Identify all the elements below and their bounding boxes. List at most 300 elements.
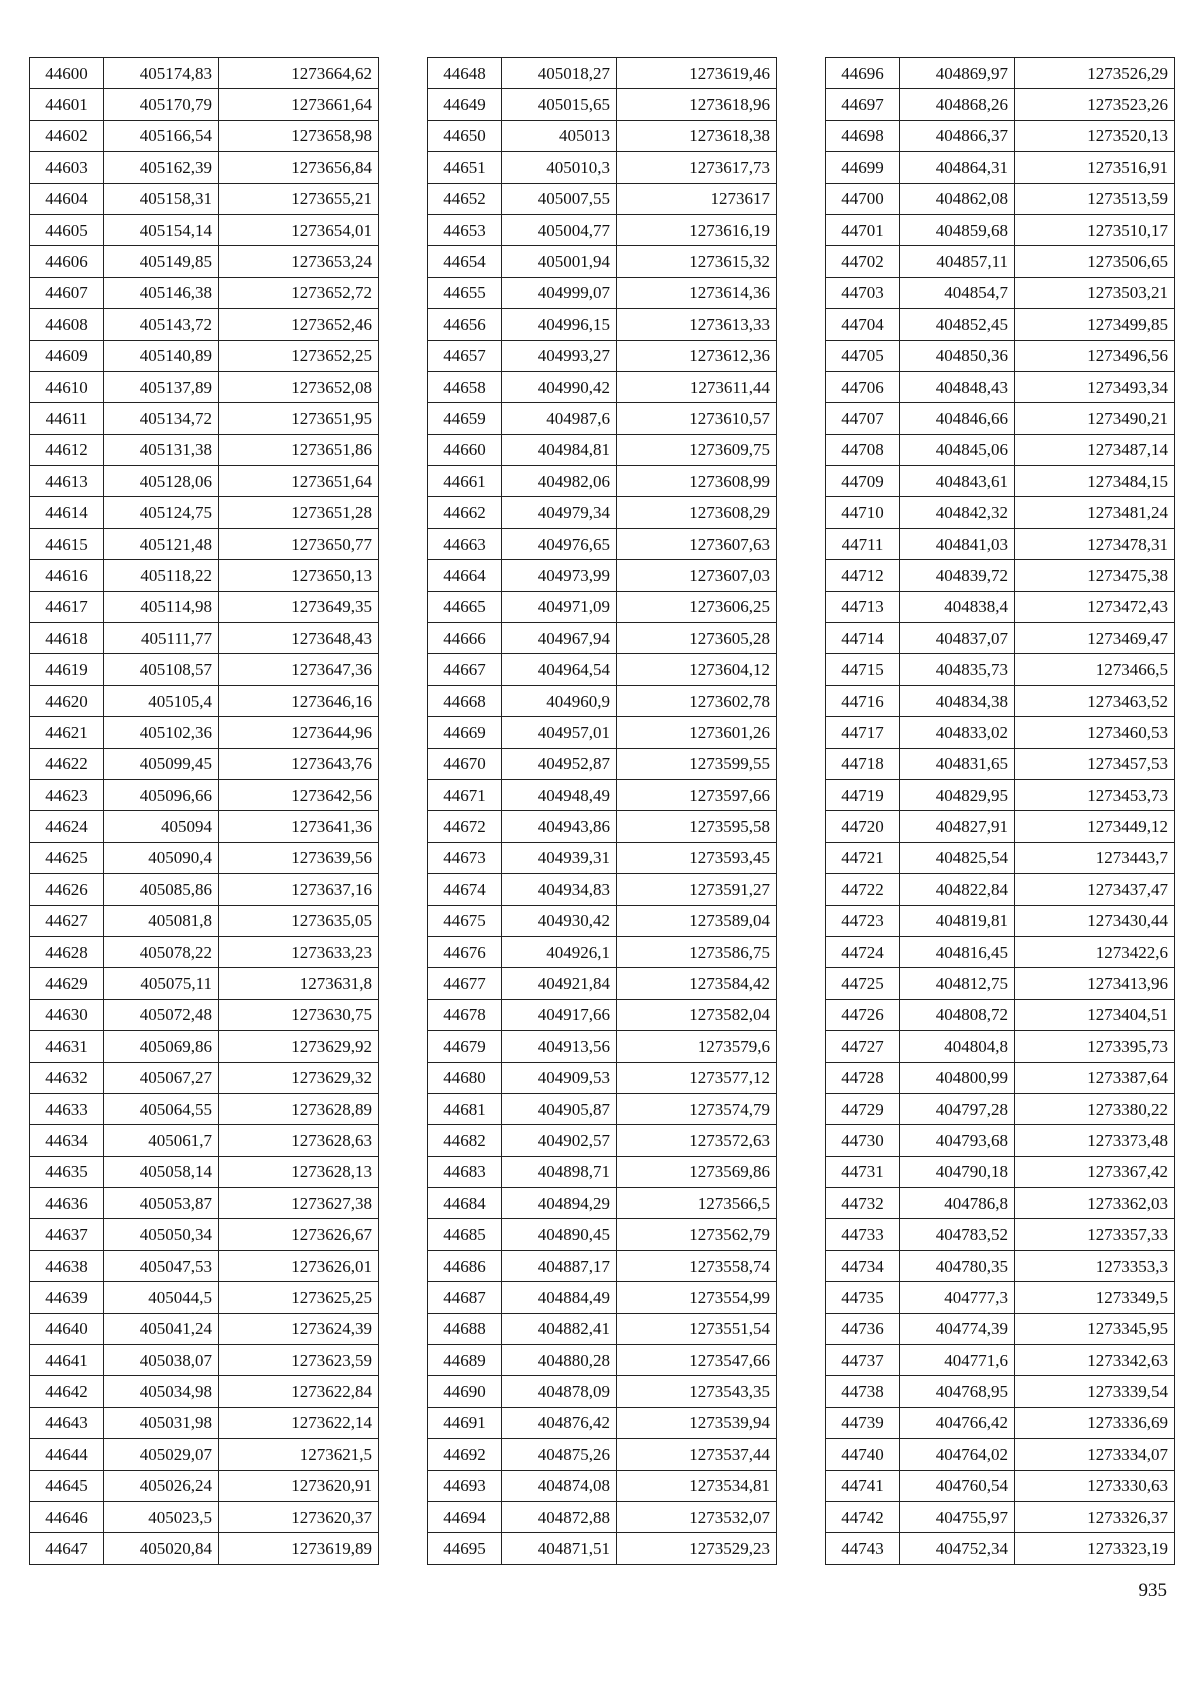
table-row xyxy=(428,183,777,214)
table-row xyxy=(30,623,379,654)
y-coordinate-cell: 1273624,39 xyxy=(219,1313,379,1344)
point-id-cell: 44639 xyxy=(30,1282,104,1313)
table-row xyxy=(428,905,777,936)
y-coordinate-cell: 1273554,99 xyxy=(617,1282,777,1313)
table-row xyxy=(428,748,777,779)
y-coordinate-cell: 1273652,08 xyxy=(219,371,379,402)
table-row xyxy=(30,1282,379,1313)
table-row xyxy=(30,277,379,308)
point-id-cell: 44626 xyxy=(30,874,104,905)
y-coordinate-cell: 1273569,86 xyxy=(617,1156,777,1187)
table-row xyxy=(30,120,379,151)
point-id-cell: 44710 xyxy=(826,497,900,528)
y-coordinate-cell: 1273629,92 xyxy=(219,1031,379,1062)
table-row xyxy=(30,214,379,245)
table-row xyxy=(826,58,1175,89)
y-coordinate-cell: 1273466,5 xyxy=(1015,654,1175,685)
y-coordinate-cell: 1273547,66 xyxy=(617,1345,777,1376)
table-row xyxy=(826,152,1175,183)
x-coordinate-cell: 404859,68 xyxy=(900,214,1015,245)
page-number: 935 xyxy=(1138,1580,1167,1601)
point-id-cell: 44677 xyxy=(428,968,502,999)
table-row xyxy=(826,1062,1175,1093)
point-id-cell: 44628 xyxy=(30,936,104,967)
table-row xyxy=(30,152,379,183)
point-id-cell: 44695 xyxy=(428,1533,502,1564)
x-coordinate-cell: 404777,3 xyxy=(900,1282,1015,1313)
x-coordinate-cell: 404808,72 xyxy=(900,999,1015,1030)
y-coordinate-cell: 1273646,16 xyxy=(219,685,379,716)
x-coordinate-cell: 404996,15 xyxy=(502,309,617,340)
coordinate-table-3 xyxy=(825,57,1175,1565)
x-coordinate-cell: 404833,02 xyxy=(900,717,1015,748)
point-id-cell: 44613 xyxy=(30,466,104,497)
y-coordinate-cell: 1273591,27 xyxy=(617,874,777,905)
x-coordinate-cell: 405044,5 xyxy=(104,1282,219,1313)
table-row xyxy=(30,842,379,873)
x-coordinate-cell: 404905,87 xyxy=(502,1093,617,1124)
table-row xyxy=(428,1188,777,1219)
x-coordinate-cell: 405090,4 xyxy=(104,842,219,873)
point-id-cell: 44700 xyxy=(826,183,900,214)
point-id-cell: 44637 xyxy=(30,1219,104,1250)
table-row xyxy=(826,340,1175,371)
x-coordinate-cell: 405118,22 xyxy=(104,560,219,591)
point-id-cell: 44681 xyxy=(428,1093,502,1124)
y-coordinate-cell: 1273611,44 xyxy=(617,371,777,402)
x-coordinate-cell: 405146,38 xyxy=(104,277,219,308)
y-coordinate-cell: 1273586,75 xyxy=(617,936,777,967)
y-coordinate-cell: 1273607,63 xyxy=(617,528,777,559)
x-coordinate-cell: 405170,79 xyxy=(104,89,219,120)
y-coordinate-cell: 1273606,25 xyxy=(617,591,777,622)
table-row xyxy=(826,371,1175,402)
x-coordinate-cell: 405134,72 xyxy=(104,403,219,434)
y-coordinate-cell: 1273404,51 xyxy=(1015,999,1175,1030)
x-coordinate-cell: 405004,77 xyxy=(502,214,617,245)
table-row xyxy=(428,528,777,559)
y-coordinate-cell: 1273453,73 xyxy=(1015,779,1175,810)
point-id-cell: 44728 xyxy=(826,1062,900,1093)
y-coordinate-cell: 1273574,79 xyxy=(617,1093,777,1124)
table-row xyxy=(428,623,777,654)
x-coordinate-cell: 404857,11 xyxy=(900,246,1015,277)
table-row xyxy=(826,654,1175,685)
point-id-cell: 44657 xyxy=(428,340,502,371)
y-coordinate-cell: 1273593,45 xyxy=(617,842,777,873)
y-coordinate-cell: 1273622,14 xyxy=(219,1407,379,1438)
y-coordinate-cell: 1273537,44 xyxy=(617,1439,777,1470)
x-coordinate-cell: 404930,42 xyxy=(502,905,617,936)
y-coordinate-cell: 1273650,13 xyxy=(219,560,379,591)
x-coordinate-cell: 404852,45 xyxy=(900,309,1015,340)
y-coordinate-cell: 1273469,47 xyxy=(1015,623,1175,654)
table-row xyxy=(30,999,379,1030)
x-coordinate-cell: 405013 xyxy=(502,120,617,151)
x-coordinate-cell: 405081,8 xyxy=(104,905,219,936)
y-coordinate-cell: 1273430,44 xyxy=(1015,905,1175,936)
x-coordinate-cell: 404827,91 xyxy=(900,811,1015,842)
y-coordinate-cell: 1273661,64 xyxy=(219,89,379,120)
y-coordinate-cell: 1273658,98 xyxy=(219,120,379,151)
x-coordinate-cell: 405064,55 xyxy=(104,1093,219,1124)
x-coordinate-cell: 405124,75 xyxy=(104,497,219,528)
table-row xyxy=(30,1031,379,1062)
y-coordinate-cell: 1273503,21 xyxy=(1015,277,1175,308)
x-coordinate-cell: 404982,06 xyxy=(502,466,617,497)
table-row xyxy=(428,58,777,89)
table-row xyxy=(30,1219,379,1250)
point-id-cell: 44708 xyxy=(826,434,900,465)
x-coordinate-cell: 405121,48 xyxy=(104,528,219,559)
table-row xyxy=(428,1250,777,1281)
y-coordinate-cell: 1273478,31 xyxy=(1015,528,1175,559)
coordinate-table-1 xyxy=(29,57,379,1565)
table-row xyxy=(30,497,379,528)
y-coordinate-cell: 1273457,53 xyxy=(1015,748,1175,779)
point-id-cell: 44623 xyxy=(30,779,104,810)
point-id-cell: 44711 xyxy=(826,528,900,559)
x-coordinate-cell: 405015,65 xyxy=(502,89,617,120)
x-coordinate-cell: 404878,09 xyxy=(502,1376,617,1407)
y-coordinate-cell: 1273566,5 xyxy=(617,1188,777,1219)
table-row xyxy=(428,1470,777,1501)
point-id-cell: 44640 xyxy=(30,1313,104,1344)
table-row xyxy=(826,1219,1175,1250)
y-coordinate-cell: 1273387,64 xyxy=(1015,1062,1175,1093)
point-id-cell: 44655 xyxy=(428,277,502,308)
x-coordinate-cell: 405105,4 xyxy=(104,685,219,716)
x-coordinate-cell: 404774,39 xyxy=(900,1313,1015,1344)
table-row xyxy=(428,654,777,685)
point-id-cell: 44725 xyxy=(826,968,900,999)
table-row xyxy=(30,434,379,465)
point-id-cell: 44721 xyxy=(826,842,900,873)
y-coordinate-cell: 1273618,96 xyxy=(617,89,777,120)
table-row xyxy=(826,874,1175,905)
x-coordinate-cell: 404841,03 xyxy=(900,528,1015,559)
x-coordinate-cell: 405029,07 xyxy=(104,1439,219,1470)
table-row xyxy=(30,371,379,402)
x-coordinate-cell: 405128,06 xyxy=(104,466,219,497)
table-row xyxy=(428,717,777,748)
y-coordinate-cell: 1273481,24 xyxy=(1015,497,1175,528)
point-id-cell: 44674 xyxy=(428,874,502,905)
x-coordinate-cell: 404771,6 xyxy=(900,1345,1015,1376)
point-id-cell: 44722 xyxy=(826,874,900,905)
x-coordinate-cell: 404780,35 xyxy=(900,1250,1015,1281)
x-coordinate-cell: 405023,5 xyxy=(104,1501,219,1532)
x-coordinate-cell: 404882,41 xyxy=(502,1313,617,1344)
table-row xyxy=(30,1345,379,1376)
table-row xyxy=(428,1156,777,1187)
y-coordinate-cell: 1273608,99 xyxy=(617,466,777,497)
y-coordinate-cell: 1273496,56 xyxy=(1015,340,1175,371)
y-coordinate-cell: 1273648,43 xyxy=(219,623,379,654)
y-coordinate-cell: 1273637,16 xyxy=(219,874,379,905)
x-coordinate-cell: 404797,28 xyxy=(900,1093,1015,1124)
point-id-cell: 44638 xyxy=(30,1250,104,1281)
table-row xyxy=(826,1407,1175,1438)
x-coordinate-cell: 405102,36 xyxy=(104,717,219,748)
x-coordinate-cell: 404842,32 xyxy=(900,497,1015,528)
x-coordinate-cell: 404874,08 xyxy=(502,1470,617,1501)
point-id-cell: 44620 xyxy=(30,685,104,716)
table-row xyxy=(826,1439,1175,1470)
table-row xyxy=(826,1533,1175,1564)
x-coordinate-cell: 404973,99 xyxy=(502,560,617,591)
y-coordinate-cell: 1273651,28 xyxy=(219,497,379,528)
x-coordinate-cell: 404752,34 xyxy=(900,1533,1015,1564)
table-row xyxy=(826,183,1175,214)
table-row xyxy=(826,560,1175,591)
x-coordinate-cell: 404825,54 xyxy=(900,842,1015,873)
y-coordinate-cell: 1273655,21 xyxy=(219,183,379,214)
point-id-cell: 44723 xyxy=(826,905,900,936)
y-coordinate-cell: 1273601,26 xyxy=(617,717,777,748)
point-id-cell: 44735 xyxy=(826,1282,900,1313)
point-id-cell: 44690 xyxy=(428,1376,502,1407)
x-coordinate-cell: 405085,86 xyxy=(104,874,219,905)
y-coordinate-cell: 1273664,62 xyxy=(219,58,379,89)
x-coordinate-cell: 404926,1 xyxy=(502,936,617,967)
y-coordinate-cell: 1273562,79 xyxy=(617,1219,777,1250)
point-id-cell: 44661 xyxy=(428,466,502,497)
y-coordinate-cell: 1273449,12 xyxy=(1015,811,1175,842)
table-row xyxy=(428,968,777,999)
table-row xyxy=(30,717,379,748)
x-coordinate-cell: 405067,27 xyxy=(104,1062,219,1093)
point-id-cell: 44675 xyxy=(428,905,502,936)
y-coordinate-cell: 1273605,28 xyxy=(617,623,777,654)
table-row xyxy=(30,779,379,810)
table-row xyxy=(826,1188,1175,1219)
table-row xyxy=(30,560,379,591)
point-id-cell: 44647 xyxy=(30,1533,104,1564)
coordinate-tables xyxy=(0,57,1200,1637)
table-row xyxy=(30,1188,379,1219)
x-coordinate-cell: 404764,02 xyxy=(900,1439,1015,1470)
y-coordinate-cell: 1273584,42 xyxy=(617,968,777,999)
table-row xyxy=(30,1250,379,1281)
table-row xyxy=(30,905,379,936)
table-row xyxy=(826,717,1175,748)
table-row xyxy=(428,560,777,591)
y-coordinate-cell: 1273443,7 xyxy=(1015,842,1175,873)
x-coordinate-cell: 405078,22 xyxy=(104,936,219,967)
x-coordinate-cell: 405038,07 xyxy=(104,1345,219,1376)
table-row xyxy=(30,246,379,277)
x-coordinate-cell: 404866,37 xyxy=(900,120,1015,151)
x-coordinate-cell: 404755,97 xyxy=(900,1501,1015,1532)
table-row xyxy=(30,1093,379,1124)
table-row xyxy=(428,1062,777,1093)
table-row xyxy=(30,1439,379,1470)
x-coordinate-cell: 405061,7 xyxy=(104,1125,219,1156)
y-coordinate-cell: 1273615,32 xyxy=(617,246,777,277)
table-row xyxy=(826,779,1175,810)
table-row xyxy=(30,528,379,559)
table-row xyxy=(428,340,777,371)
x-coordinate-cell: 405166,54 xyxy=(104,120,219,151)
x-coordinate-cell: 404894,29 xyxy=(502,1188,617,1219)
y-coordinate-cell: 1273651,86 xyxy=(219,434,379,465)
point-id-cell: 44705 xyxy=(826,340,900,371)
table-row xyxy=(428,466,777,497)
table-row xyxy=(30,748,379,779)
point-id-cell: 44633 xyxy=(30,1093,104,1124)
point-id-cell: 44683 xyxy=(428,1156,502,1187)
y-coordinate-cell: 1273534,81 xyxy=(617,1470,777,1501)
table-row xyxy=(428,1439,777,1470)
table-row xyxy=(428,89,777,120)
x-coordinate-cell: 404909,53 xyxy=(502,1062,617,1093)
x-coordinate-cell: 405075,11 xyxy=(104,968,219,999)
x-coordinate-cell: 404913,56 xyxy=(502,1031,617,1062)
point-id-cell: 44694 xyxy=(428,1501,502,1532)
point-id-cell: 44682 xyxy=(428,1125,502,1156)
y-coordinate-cell: 1273620,91 xyxy=(219,1470,379,1501)
x-coordinate-cell: 405053,87 xyxy=(104,1188,219,1219)
y-coordinate-cell: 1273619,46 xyxy=(617,58,777,89)
x-coordinate-cell: 404943,86 xyxy=(502,811,617,842)
x-coordinate-cell: 404993,27 xyxy=(502,340,617,371)
y-coordinate-cell: 1273618,38 xyxy=(617,120,777,151)
table-row xyxy=(428,1313,777,1344)
point-id-cell: 44726 xyxy=(826,999,900,1030)
table-row xyxy=(428,1533,777,1564)
y-coordinate-cell: 1273652,25 xyxy=(219,340,379,371)
x-coordinate-cell: 404876,42 xyxy=(502,1407,617,1438)
x-coordinate-cell: 404890,45 xyxy=(502,1219,617,1250)
point-id-cell: 44635 xyxy=(30,1156,104,1187)
point-id-cell: 44714 xyxy=(826,623,900,654)
point-id-cell: 44614 xyxy=(30,497,104,528)
x-coordinate-cell: 404939,31 xyxy=(502,842,617,873)
table-row xyxy=(30,1533,379,1564)
x-coordinate-cell: 404783,52 xyxy=(900,1219,1015,1250)
x-coordinate-cell: 404884,49 xyxy=(502,1282,617,1313)
table-row xyxy=(428,120,777,151)
point-id-cell: 44645 xyxy=(30,1470,104,1501)
x-coordinate-cell: 405108,57 xyxy=(104,654,219,685)
point-id-cell: 44651 xyxy=(428,152,502,183)
point-id-cell: 44692 xyxy=(428,1439,502,1470)
y-coordinate-cell: 1273510,17 xyxy=(1015,214,1175,245)
table-row xyxy=(428,152,777,183)
y-coordinate-cell: 1273472,43 xyxy=(1015,591,1175,622)
point-id-cell: 44663 xyxy=(428,528,502,559)
y-coordinate-cell: 1273631,8 xyxy=(219,968,379,999)
point-id-cell: 44625 xyxy=(30,842,104,873)
table-row xyxy=(826,434,1175,465)
point-id-cell: 44671 xyxy=(428,779,502,810)
y-coordinate-cell: 1273349,5 xyxy=(1015,1282,1175,1313)
y-coordinate-cell: 1273326,37 xyxy=(1015,1501,1175,1532)
point-id-cell: 44691 xyxy=(428,1407,502,1438)
point-id-cell: 44604 xyxy=(30,183,104,214)
y-coordinate-cell: 1273339,54 xyxy=(1015,1376,1175,1407)
table-row xyxy=(30,466,379,497)
table-row xyxy=(30,654,379,685)
y-coordinate-cell: 1273353,3 xyxy=(1015,1250,1175,1281)
point-id-cell: 44687 xyxy=(428,1282,502,1313)
table-row xyxy=(30,403,379,434)
y-coordinate-cell: 1273589,04 xyxy=(617,905,777,936)
x-coordinate-cell: 404790,18 xyxy=(900,1156,1015,1187)
table-row xyxy=(30,1407,379,1438)
table-row xyxy=(30,58,379,89)
x-coordinate-cell: 404845,06 xyxy=(900,434,1015,465)
y-coordinate-cell: 1273532,07 xyxy=(617,1501,777,1532)
x-coordinate-cell: 405154,14 xyxy=(104,214,219,245)
y-coordinate-cell: 1273526,29 xyxy=(1015,58,1175,89)
y-coordinate-cell: 1273609,75 xyxy=(617,434,777,465)
y-coordinate-cell: 1273357,33 xyxy=(1015,1219,1175,1250)
table-row xyxy=(428,999,777,1030)
table-row xyxy=(826,1470,1175,1501)
table-row xyxy=(826,999,1175,1030)
point-id-cell: 44658 xyxy=(428,371,502,402)
y-coordinate-cell: 1273644,96 xyxy=(219,717,379,748)
y-coordinate-cell: 1273493,34 xyxy=(1015,371,1175,402)
x-coordinate-cell: 404984,81 xyxy=(502,434,617,465)
point-id-cell: 44720 xyxy=(826,811,900,842)
x-coordinate-cell: 404864,31 xyxy=(900,152,1015,183)
table-row xyxy=(826,89,1175,120)
point-id-cell: 44652 xyxy=(428,183,502,214)
point-id-cell: 44667 xyxy=(428,654,502,685)
y-coordinate-cell: 1273626,67 xyxy=(219,1219,379,1250)
x-coordinate-cell: 405020,84 xyxy=(104,1533,219,1564)
x-coordinate-cell: 404887,17 xyxy=(502,1250,617,1281)
table-row xyxy=(826,214,1175,245)
x-coordinate-cell: 405149,85 xyxy=(104,246,219,277)
y-coordinate-cell: 1273649,35 xyxy=(219,591,379,622)
x-coordinate-cell: 404822,84 xyxy=(900,874,1015,905)
y-coordinate-cell: 1273635,05 xyxy=(219,905,379,936)
y-coordinate-cell: 1273622,84 xyxy=(219,1376,379,1407)
y-coordinate-cell: 1273654,01 xyxy=(219,214,379,245)
table-row xyxy=(428,1031,777,1062)
point-id-cell: 44679 xyxy=(428,1031,502,1062)
y-coordinate-cell: 1273516,91 xyxy=(1015,152,1175,183)
point-id-cell: 44615 xyxy=(30,528,104,559)
point-id-cell: 44603 xyxy=(30,152,104,183)
y-coordinate-cell: 1273395,73 xyxy=(1015,1031,1175,1062)
y-coordinate-cell: 1273523,26 xyxy=(1015,89,1175,120)
point-id-cell: 44607 xyxy=(30,277,104,308)
point-id-cell: 44649 xyxy=(428,89,502,120)
y-coordinate-cell: 1273330,63 xyxy=(1015,1470,1175,1501)
table-row xyxy=(428,371,777,402)
point-id-cell: 44627 xyxy=(30,905,104,936)
y-coordinate-cell: 1273599,55 xyxy=(617,748,777,779)
y-coordinate-cell: 1273610,57 xyxy=(617,403,777,434)
table-row xyxy=(826,1125,1175,1156)
point-id-cell: 44664 xyxy=(428,560,502,591)
table-row xyxy=(826,936,1175,967)
x-coordinate-cell: 404952,87 xyxy=(502,748,617,779)
y-coordinate-cell: 1273490,21 xyxy=(1015,403,1175,434)
table-row xyxy=(428,1407,777,1438)
point-id-cell: 44654 xyxy=(428,246,502,277)
table-row xyxy=(428,1219,777,1250)
y-coordinate-cell: 1273628,13 xyxy=(219,1156,379,1187)
table-body xyxy=(826,58,1175,1565)
x-coordinate-cell: 405158,31 xyxy=(104,183,219,214)
y-coordinate-cell: 1273499,85 xyxy=(1015,309,1175,340)
